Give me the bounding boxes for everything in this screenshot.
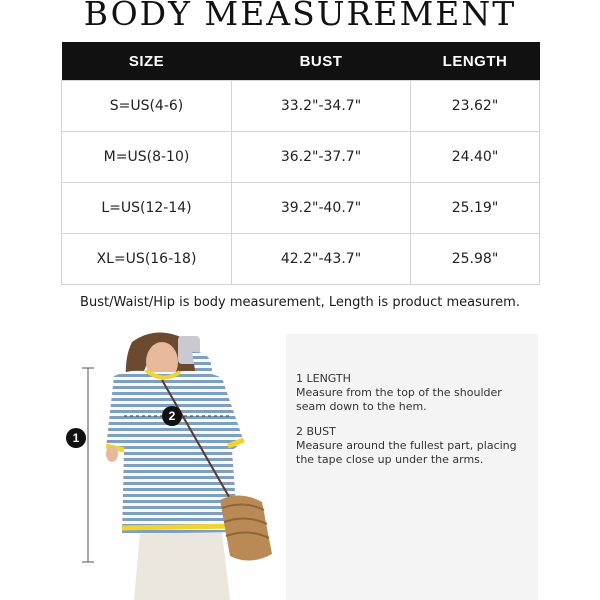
header-bust: BUST: [232, 42, 411, 81]
instruction-bust-heading: 2 BUST: [296, 425, 336, 438]
size-cell: L=US(12-14): [62, 183, 232, 234]
length-cell: 24.40": [411, 132, 540, 183]
marker-bust: [162, 406, 182, 426]
instruction-bust-text: Measure around the fullest part, placing the tape close up under the arms.: [296, 439, 517, 466]
instruction-bust: [296, 425, 532, 467]
length-cell: 25.19": [411, 183, 540, 234]
page-title: BODY MEASUREMENT: [83, 0, 517, 33]
bust-cell: 33.2"-34.7": [232, 81, 411, 132]
bust-cell: 39.2"-40.7": [232, 183, 411, 234]
model-photo: [62, 332, 284, 600]
bust-cell: 42.2"-43.7": [232, 234, 411, 285]
marker-length-label: 1: [72, 431, 80, 445]
size-cell: M=US(8-10): [62, 132, 232, 183]
size-chart-table: [61, 42, 540, 285]
model-illustration: [62, 332, 284, 600]
marker-length: [66, 428, 86, 448]
length-cell: 23.62": [411, 81, 540, 132]
instruction-length-heading: 1 LENGTH: [296, 372, 351, 385]
header-length: LENGTH: [411, 42, 540, 81]
table-row: [62, 234, 540, 285]
instruction-length: [296, 372, 532, 414]
length-cell: 25.98": [411, 234, 540, 285]
header-size: SIZE: [62, 42, 232, 81]
measurement-instructions-panel: [286, 334, 538, 600]
table-header-row: [62, 42, 540, 81]
table-row: [62, 81, 540, 132]
instruction-length-text: Measure from the top of the shoulder seam down to the hem.: [296, 386, 502, 413]
size-cell: XL=US(16-18): [62, 234, 232, 285]
table-row: [62, 183, 540, 234]
size-cell: S=US(4-6): [62, 81, 232, 132]
bust-cell: 36.2"-37.7": [232, 132, 411, 183]
measurement-note: Bust/Waist/Hip is body measurement, Length is product measurem.: [80, 295, 520, 310]
table-row: [62, 132, 540, 183]
marker-bust-label: 2: [168, 409, 176, 423]
